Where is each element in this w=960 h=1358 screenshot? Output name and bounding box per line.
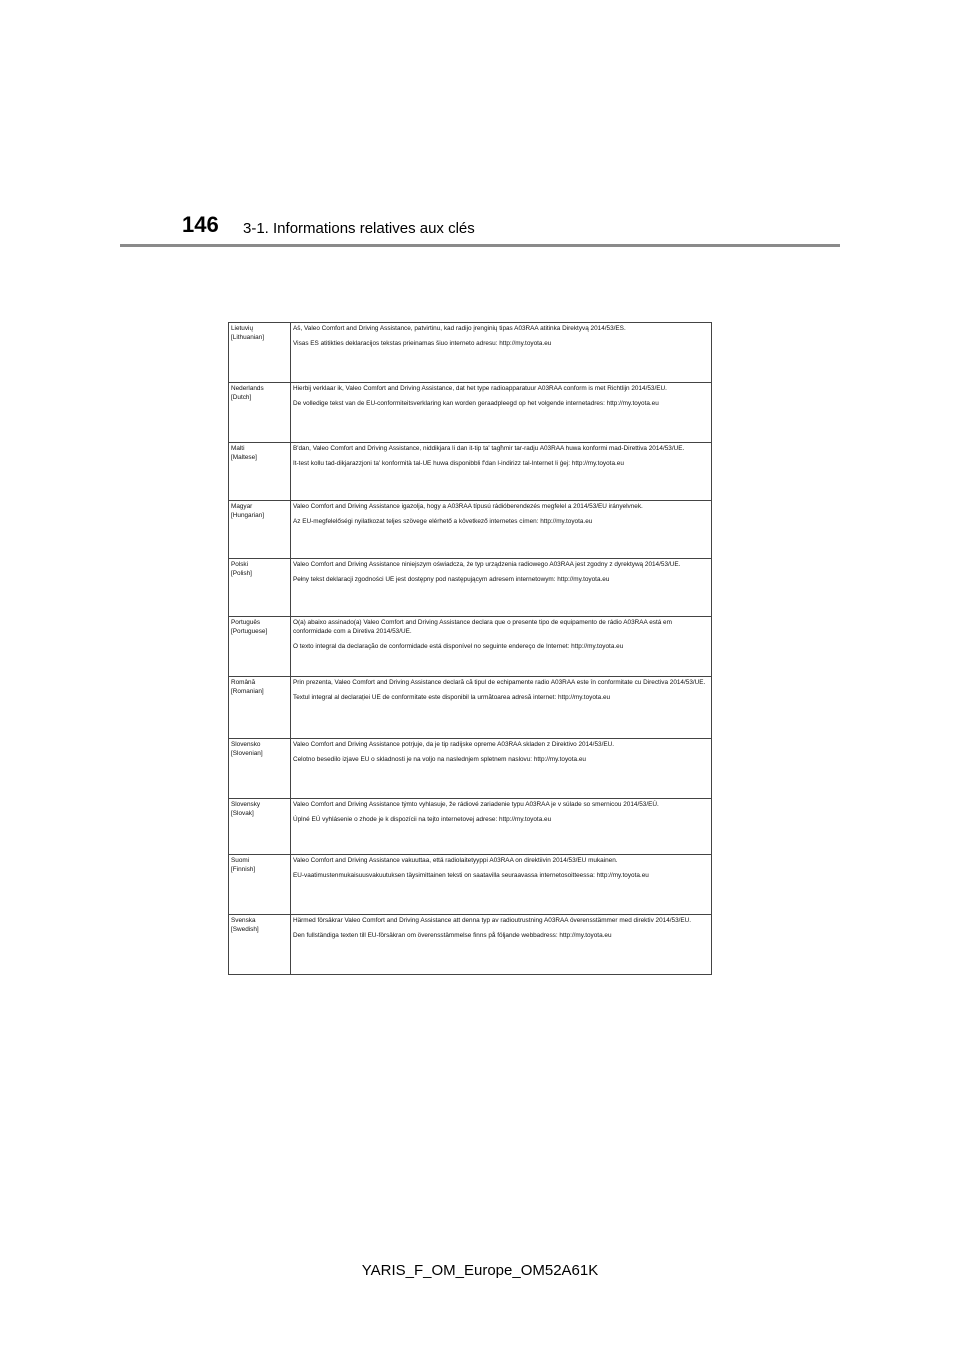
declaration-cell bbox=[291, 501, 712, 559]
language-cell bbox=[229, 799, 291, 855]
declaration-availability: Pełny tekst deklaracji zgodności UE jest dostępny pod następującym adresem internetowym: http://my.toyota.eu bbox=[293, 576, 610, 583]
table-row bbox=[229, 617, 712, 677]
declaration-availability: EU-vaatimustenmukaisuusvakuutuksen täysimittainen teksti on saatavilla seuraavassa internetosoitteessa: http://my.toyota.eu bbox=[293, 872, 649, 879]
declaration-text: Aš, Valeo Comfort and Driving Assistance, patvirtinu, kad radijo įrenginių tipas A03RAA atitinka Direktyvą 2014/53/ES. bbox=[293, 325, 626, 332]
language-english: [Hungarian] bbox=[231, 512, 265, 519]
declaration-text: Valeo Comfort and Driving Assistance potrjuje, da je tip radijske opreme A03RAA skladen z Direktivo 2014/53/EU. bbox=[293, 741, 614, 748]
language-name: Slovensko bbox=[231, 741, 261, 748]
declaration-table bbox=[228, 322, 712, 975]
language-english: [Portuguese] bbox=[231, 628, 268, 635]
declaration-text: Valeo Comfort and Driving Assistance vakuuttaa, että radiolaitetyyppi A03RAA on direktiivin 2014/53/EU mukainen. bbox=[293, 857, 618, 864]
language-cell bbox=[229, 617, 291, 677]
language-cell bbox=[229, 677, 291, 739]
language-name: Lietuvių bbox=[231, 325, 254, 332]
declaration-cell bbox=[291, 915, 712, 975]
declaration-text: Hierbij verklaar ik, Valeo Comfort and Driving Assistance, dat het type radioapparatuur A03RAA conform is met Richtlijn 2014/53/EU. bbox=[293, 385, 667, 392]
declaration-cell bbox=[291, 383, 712, 443]
language-cell bbox=[229, 323, 291, 383]
declaration-cell bbox=[291, 617, 712, 677]
language-name: Malti bbox=[231, 445, 245, 452]
declaration-cell bbox=[291, 799, 712, 855]
declaration-availability: O texto integral da declaração de conformidade está disponível no seguinte endereço de Internet: http://my.toyota.eu bbox=[293, 643, 624, 650]
declaration-cell bbox=[291, 677, 712, 739]
language-english: [Polish] bbox=[231, 570, 252, 577]
language-english: [Dutch] bbox=[231, 394, 252, 401]
declaration-text: Härmed försäkrar Valeo Comfort and Driving Assistance att denna typ av radioutrustning A03RAA överensstämmer med direktiv 2014/53/EU. bbox=[293, 917, 692, 924]
language-english: [Maltese] bbox=[231, 454, 257, 461]
language-english: [Swedish] bbox=[231, 926, 259, 933]
table-row bbox=[229, 855, 712, 915]
declaration-text: O(a) abaixo assinado(a) Valeo Comfort and Driving Assistance declara que o presente tipo de equipamento de rádio A03RAA está em conformidade com a Diretiva 2014/53/UE. bbox=[293, 619, 672, 635]
declaration-availability: Az EU-megfelelőségi nyilatkozat teljes szövege elérhető a következő internetes címen: http://my.toyota.eu bbox=[293, 518, 593, 525]
table-row bbox=[229, 323, 712, 383]
language-cell bbox=[229, 915, 291, 975]
declaration-text: Valeo Comfort and Driving Assistance týmto vyhlasuje, že rádiové zariadenie typu A03RAA je v súlade so smernicou 2014/53/EÚ. bbox=[293, 801, 659, 808]
table-row bbox=[229, 677, 712, 739]
language-cell bbox=[229, 739, 291, 799]
language-name: Slovensky bbox=[231, 801, 261, 808]
declaration-text: Valeo Comfort and Driving Assistance niniejszym oświadcza, że typ urządzenia radiowego A03RAA jest zgodny z dyrektywą 2014/53/UE. bbox=[293, 561, 681, 568]
declaration-cell bbox=[291, 443, 712, 501]
header-divider bbox=[120, 244, 840, 247]
table-row bbox=[229, 443, 712, 501]
language-name: Nederlands bbox=[231, 385, 264, 392]
language-cell bbox=[229, 443, 291, 501]
language-cell bbox=[229, 855, 291, 915]
table-row bbox=[229, 915, 712, 975]
language-english: [Lithuanian] bbox=[231, 334, 265, 341]
language-cell bbox=[229, 559, 291, 617]
declaration-availability: Celotno besedilo izjave EU o skladnosti je na voljo na naslednjem spletnem naslovu: http://my.toyota.eu bbox=[293, 756, 586, 763]
language-name: Svenska bbox=[231, 917, 256, 924]
declaration-availability: It-test kollu tad-dikjarazzjoni ta' konformità tal-UE huwa disponibbli f'dan l-indirizz tal-Internet li ġej: http://my.toyota.eu bbox=[293, 460, 624, 467]
language-english: [Romanian] bbox=[231, 688, 264, 695]
declaration-availability: De volledige tekst van de EU-conformiteitsverklaring kan worden geraadpleegd op het volgende internetadres: http://my.toyota.eu bbox=[293, 400, 659, 407]
declaration-availability: Den fullständiga texten till EU-försäkran om överensstämmelse finns på följande webbadress: http://my.toyota.eu bbox=[293, 932, 612, 939]
language-name: Română bbox=[231, 679, 256, 686]
table-row bbox=[229, 739, 712, 799]
section-title: 3-1. Informations relatives aux clés bbox=[243, 220, 475, 237]
declaration-cell bbox=[291, 323, 712, 383]
language-name: Magyar bbox=[231, 503, 253, 510]
table-row bbox=[229, 501, 712, 559]
declaration-availability: Visas ES atitikties deklaracijos tekstas prieinamas šiuo interneto adresu: http://my.toyota.eu bbox=[293, 340, 552, 347]
table-row bbox=[229, 799, 712, 855]
declaration-text: Prin prezenta, Valeo Comfort and Driving Assistance declară că tipul de echipamente radio A03RAA este în conformitate cu Directiva 2014/53/UE. bbox=[293, 679, 706, 686]
declaration-text: Valeo Comfort and Driving Assistance igazolja, hogy a A03RAA típusú rádióberendezés megfelel a 2014/53/EU irányelvnek. bbox=[293, 503, 643, 510]
language-english: [Slovak] bbox=[231, 810, 254, 817]
declaration-cell bbox=[291, 855, 712, 915]
language-english: [Slovenian] bbox=[231, 750, 263, 757]
table-row bbox=[229, 559, 712, 617]
language-english: [Finnish] bbox=[231, 866, 256, 873]
declaration-cell bbox=[291, 559, 712, 617]
document-code: YARIS_F_OM_Europe_OM52A61K bbox=[361, 1262, 599, 1279]
table-row bbox=[229, 383, 712, 443]
language-name: Português bbox=[231, 619, 261, 626]
language-cell bbox=[229, 501, 291, 559]
declaration-availability: Úplné EÚ vyhlásenie o zhode je k dispozícii na tejto internetovej adrese: http://my.toyota.eu bbox=[293, 816, 552, 823]
declaration-availability: Textul integral al declarației UE de conformitate este disponibil la următoarea adresă internet: http://my.toyota.eu bbox=[293, 694, 611, 701]
page-number: 146 bbox=[182, 212, 219, 237]
declaration-cell bbox=[291, 739, 712, 799]
language-name: Polski bbox=[231, 561, 249, 568]
declaration-text: B'dan, Valeo Comfort and Driving Assistance, niddikjara li dan it-tip ta' tagħmir tar-radju A03RAA huwa konformi mad-Direttiva 2014/53/UE. bbox=[293, 445, 685, 452]
language-name: Suomi bbox=[231, 857, 250, 864]
language-cell bbox=[229, 383, 291, 443]
